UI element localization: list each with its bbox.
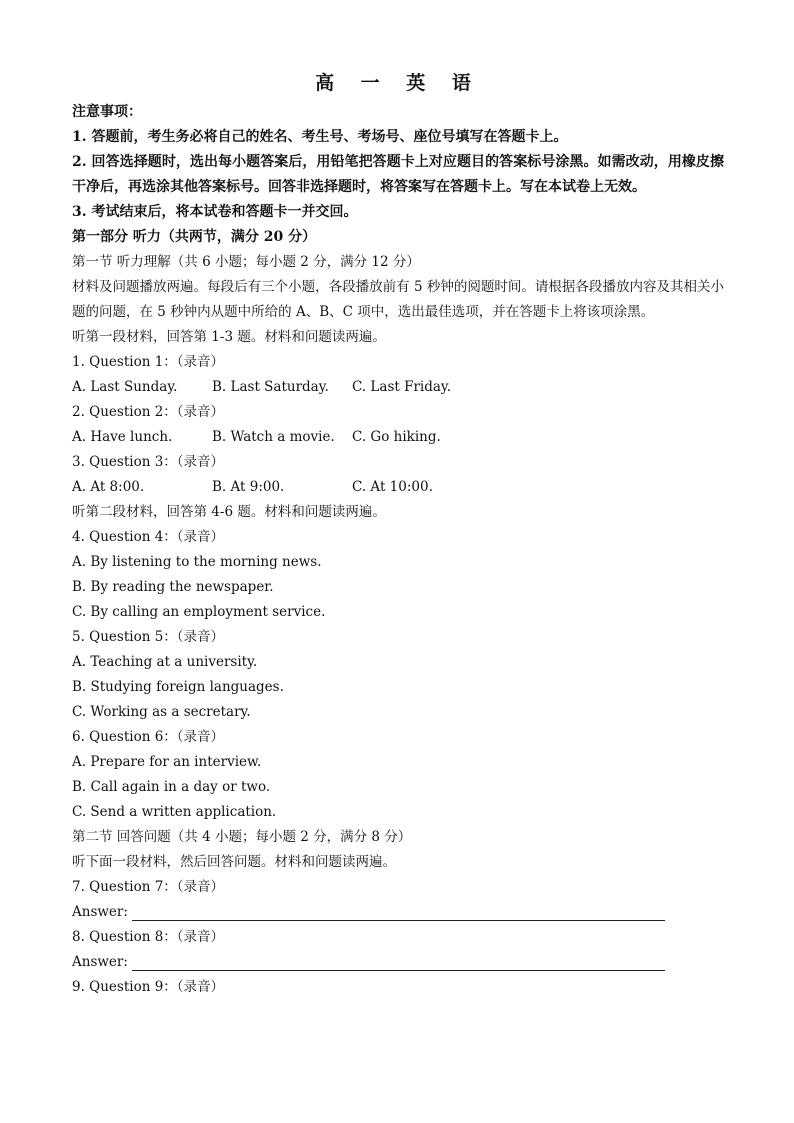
- answer-line-7: [72, 900, 724, 925]
- page-title: 高 一 英 语: [315, 72, 481, 94]
- option-a: A. By listening to the morning news.: [72, 554, 322, 570]
- answer-label: Answer:: [72, 954, 128, 970]
- option-a: A. At 8:00.: [72, 479, 145, 495]
- notice-item-2: 2. 回答选择题时，选出每小题答案后，用铅笔把答题卡上对应题目的答案标号涂黑。如需改动，用橡皮擦干净后，再选涂其他答案标号。回答非选择题时，将答案写在答题卡上。写在本试卷上无效。: [72, 154, 724, 195]
- section1-instructions: 材料及问题播放两遍。每段后有三个小题，各段播放前有 5 秒钟的阅题时间。请根据各段播放内容及其相关小题的问题，在 5 秒钟内从题中所给的 A、B、C 项中，选出最佳选项，并在答题卡上将该项涂黑。: [72, 279, 724, 320]
- option-b: B. Last Saturday.: [212, 379, 329, 395]
- option-a: A. Have lunch.: [72, 429, 173, 445]
- group2-instructions: 听第二段材料，回答第 4-6 题。材料和问题读两遍。: [72, 504, 386, 520]
- question-5: 5. Question 5：（录音）: [72, 629, 225, 645]
- option-c: C. At 10:00.: [352, 479, 433, 495]
- question-8: 8. Question 8：（录音）: [72, 929, 225, 945]
- notice-heading: 注意事项：: [72, 104, 142, 120]
- notice-item-1: 1. 答题前，考生务必将自己的姓名、考生号、考场号、座位号填写在答题卡上。: [72, 129, 568, 145]
- question-3-options: [72, 475, 724, 500]
- option-c: C. Working as a secretary.: [72, 704, 251, 720]
- group1-instructions: 听第一段材料，回答第 1-3 题。材料和问题读两遍。: [72, 329, 386, 345]
- option-b: B. Watch a movie.: [212, 429, 335, 445]
- option-a: A. Teaching at a university.: [72, 654, 258, 670]
- option-c: C. Send a written application.: [72, 804, 277, 820]
- option-c: C. Last Friday.: [352, 379, 452, 395]
- question-1-options: [72, 375, 724, 400]
- section2-heading: 第二节 回答问题（共 4 小题；每小题 2 分，满分 8 分）: [72, 829, 412, 845]
- answer-blank[interactable]: [132, 903, 665, 921]
- question-2-options: [72, 425, 724, 450]
- option-b: B. At 9:00.: [212, 479, 285, 495]
- option-a: A. Prepare for an interview.: [72, 754, 262, 770]
- section2-instructions: 听下面一段材料，然后回答问题。材料和问题读两遍。: [72, 854, 396, 870]
- part1-heading: 第一部分 听力（共两节，满分 20 分）: [72, 229, 317, 245]
- option-c: C. By calling an employment service.: [72, 604, 326, 620]
- question-2: 2. Question 2：（录音）: [72, 404, 225, 420]
- question-9: 9. Question 9：（录音）: [72, 979, 225, 995]
- exam-page: [72, 66, 724, 1000]
- answer-line-8: [72, 950, 724, 975]
- question-1: 1. Question 1：（录音）: [72, 354, 225, 370]
- section1-heading: 第一节 听力理解（共 6 小题；每小题 2 分，满分 12 分）: [72, 254, 420, 270]
- answer-label: Answer:: [72, 904, 128, 920]
- option-b: B. By reading the newspaper.: [72, 579, 274, 595]
- question-3: 3. Question 3：（录音）: [72, 454, 225, 470]
- question-4: 4. Question 4：（录音）: [72, 529, 225, 545]
- option-b: B. Call again in a day or two.: [72, 779, 271, 795]
- option-c: C. Go hiking.: [352, 429, 441, 445]
- option-a: A. Last Sunday.: [72, 379, 178, 395]
- option-b: B. Studying foreign languages.: [72, 679, 284, 695]
- notice-item-3: 3. 考试结束后，将本试卷和答题卡一并交回。: [72, 204, 358, 220]
- question-7: 7. Question 7：（录音）: [72, 879, 225, 895]
- question-6: 6. Question 6：（录音）: [72, 729, 225, 745]
- answer-blank[interactable]: [132, 953, 665, 971]
